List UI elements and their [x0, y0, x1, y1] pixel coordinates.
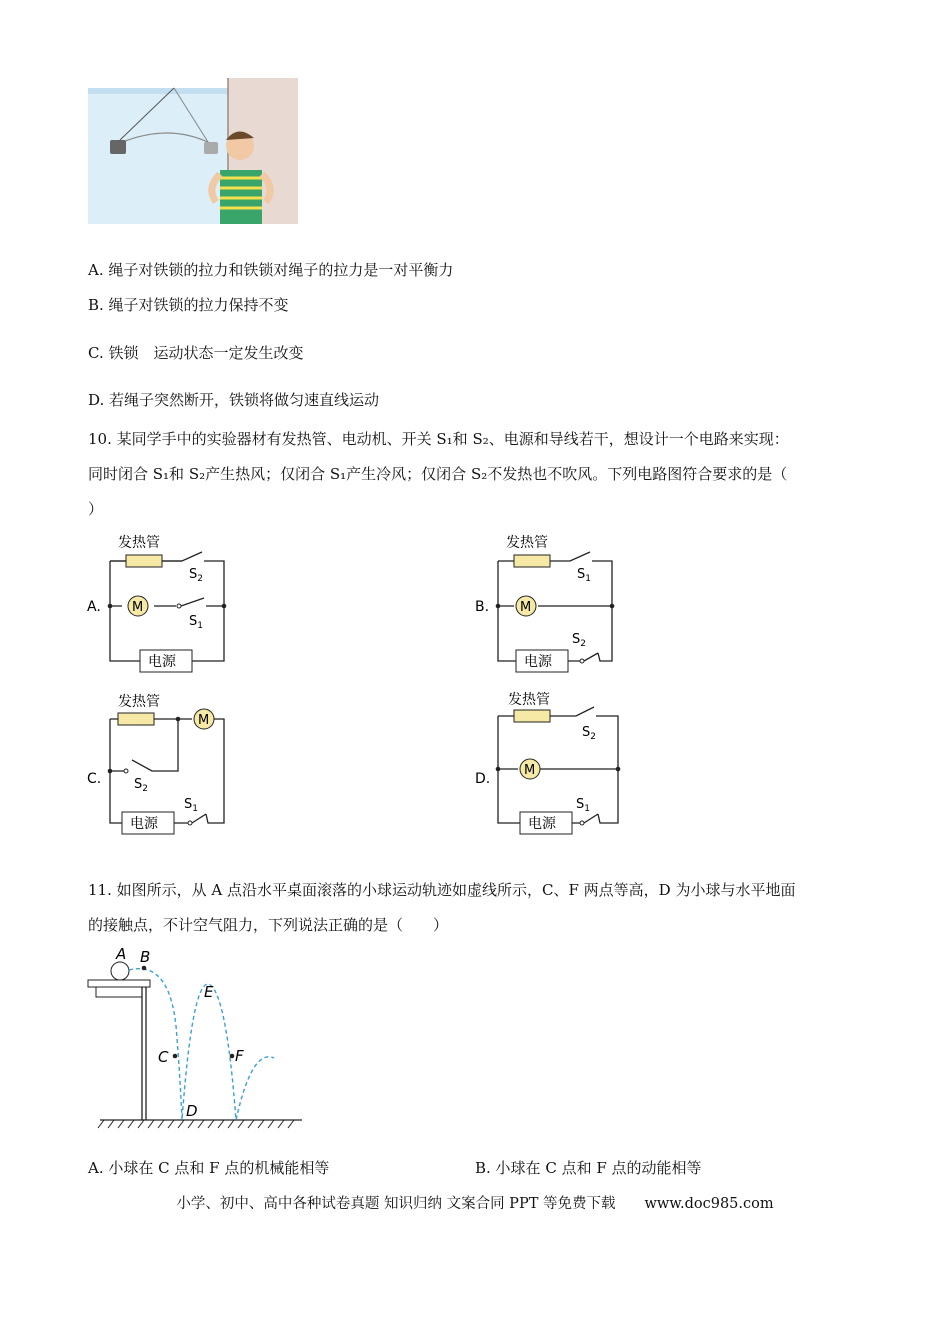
circuit-d-motor: M	[524, 763, 536, 778]
circuit-b-s2: $S_2$	[572, 632, 586, 649]
circuit-c-power: 电源	[130, 816, 158, 832]
circuit-c-label: C.	[87, 771, 102, 787]
circuit-b-s1: $S_1$	[577, 567, 591, 584]
point-f-label: F	[235, 1047, 244, 1065]
circuit-d-power: 电源	[528, 816, 556, 832]
circuit-c-s1: $S_1$	[184, 797, 198, 814]
q11-stem-line2: 的接触点，不计空气阻力，下列说法正确的是（ ）	[88, 916, 449, 934]
q11-option-a: A. 小球在 C 点和 F 点的机械能相等	[88, 1159, 330, 1177]
circuit-d-s1: $S_1$	[576, 797, 590, 814]
circuit-c-motor: M	[198, 713, 210, 728]
page-footer: 小学、初中、高中各种试卷真题 知识归纳 文案合同 PPT 等免费下载 www.doc985.com	[176, 1196, 774, 1212]
q9-option-d: D. 若绳子突然断开，铁锁将做匀速直线运动	[88, 391, 380, 409]
circuit-option-d	[472, 686, 632, 838]
q9-option-a: A. 绳子对铁锁的拉力和铁锁对绳子的拉力是一对平衡力	[88, 261, 454, 279]
q11-option-b: B. 小球在 C 点和 F 点的动能相等	[475, 1159, 702, 1177]
circuit-b-heater-label: 发热管	[506, 535, 548, 551]
point-c-label: C	[158, 1048, 169, 1066]
circuit-a-motor: M	[132, 600, 144, 615]
point-a-label: A	[116, 945, 127, 963]
pendulum-lock-illustration	[88, 78, 298, 224]
q11-stem-line1: 11. 如图所示，从 A 点沿水平桌面滚落的小球运动轨迹如虚线所示，C、F 两点等高，D 为小球与水平地面	[88, 881, 796, 899]
q9-option-b: B. 绳子对铁锁的拉力保持不变	[88, 296, 289, 314]
q9-option-c: C. 铁锁 运动状态一定发生改变	[88, 344, 304, 362]
circuit-b-label: B.	[475, 599, 490, 615]
circuit-a-label: A.	[87, 599, 101, 615]
q10-stem-line3: ）	[88, 500, 104, 518]
circuit-c-heater-label: 发热管	[118, 694, 160, 710]
circuit-b-power: 电源	[524, 654, 552, 670]
circuit-d-s2: $S_2$	[582, 725, 596, 742]
circuit-b-motor: M	[520, 600, 532, 615]
point-b-label: B	[140, 948, 151, 966]
circuit-d-label: D.	[475, 771, 491, 787]
circuit-a-s1: $S_1$	[189, 614, 203, 631]
circuit-option-b	[472, 525, 632, 675]
q10-stem-line1: 10. 某同学手中的实验器材有发热管、电动机、开关 S₁和 S₂、电源和导线若干，想设计一个电路来实现：	[88, 430, 789, 448]
circuit-a-s2: $S_2$	[189, 567, 203, 584]
circuit-c-s2: $S_2$	[134, 777, 148, 794]
ball-trajectory-figure	[84, 944, 314, 1130]
point-e-label: E	[204, 983, 214, 1001]
q10-stem-line2: 同时闭合 S₁和 S₂产生热风；仅闭合 S₁产生冷风；仅闭合 S₂不发热也不吹风。下列电路图符合要求的是（	[88, 465, 788, 483]
circuit-a-power: 电源	[148, 654, 176, 670]
circuit-option-a	[84, 525, 244, 675]
circuit-option-c	[84, 686, 244, 838]
circuit-a-heater-label: 发热管	[118, 535, 160, 551]
point-d-label: D	[186, 1102, 198, 1120]
circuit-d-heater-label: 发热管	[508, 692, 550, 708]
